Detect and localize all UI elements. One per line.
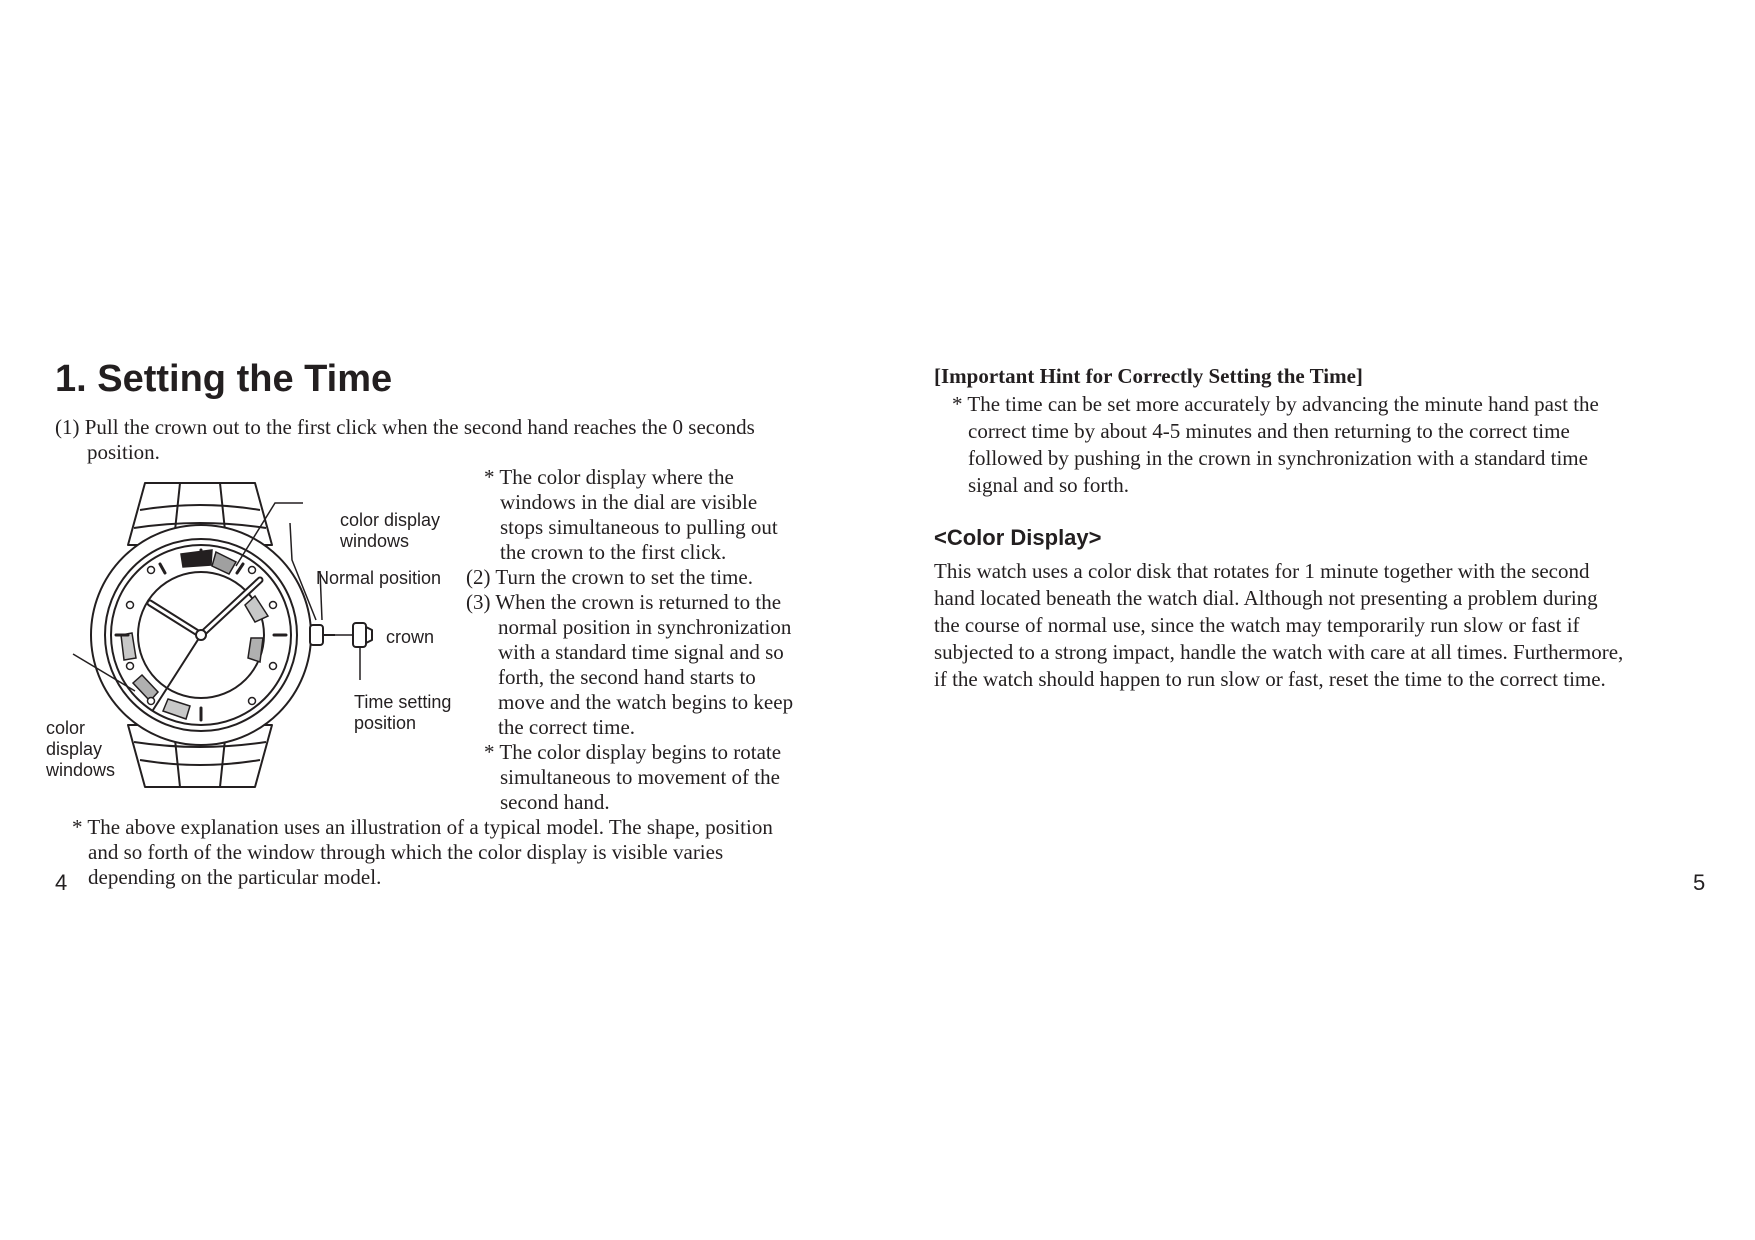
crown-pulled [353,623,366,647]
hint-text [952,391,1599,499]
step-3-line: forth, the second hand starts to [498,665,756,689]
step-1 [55,415,755,465]
step-1-line: (1) Pull the crown out to the first click when the second hand reaches the 0 seconds [55,415,755,439]
step-3 [466,590,793,740]
label-line: windows [46,760,116,780]
footnote-line: * The above explanation uses an illustration of a typical model. The shape, position [72,815,773,839]
page-number-left: 4 [55,870,68,895]
hint-line: * The time can be set more accurately by advancing the minute hand past the [952,392,1599,416]
note-line: the crown to the first click. [500,540,727,564]
note-line: simultaneous to movement of the [500,765,780,789]
footnote-line: and so forth of the window through which the color display is visible varies [88,840,724,864]
step-3-line: (3) When the crown is returned to the [466,590,782,614]
page-number-right: 5 [1693,870,1706,895]
label-line: Time setting [354,692,452,712]
note-line: second hand. [500,790,610,814]
hint-line: followed by pushing in the crown in synchronization with a standard time [968,446,1588,470]
hint-title: [Important Hint for Correctly Setting the Time] [934,364,1363,388]
step-3-line: normal position in synchronization [498,615,792,639]
label-line: position [354,713,417,733]
label-color-display-windows [340,510,440,552]
color-display-line: This watch uses a color disk that rotates for 1 minute together with the second [934,559,1590,583]
hint-line: correct time by about 4-5 minutes and then returning to the correct time [968,419,1570,443]
color-display-line: if the watch should happen to run slow or fast, reset the time to the correct time. [934,667,1606,691]
label-normal-position: Normal position [316,568,442,588]
label-crown: crown [386,627,435,647]
step-3-line: move and the watch begins to keep [498,690,794,714]
color-display-text [934,558,1623,693]
label-line: display [46,739,103,759]
step-2: (2) Turn the crown to set the time. [466,565,753,589]
note-line: windows in the dial are visible [500,490,758,514]
step-1-line: position. [87,440,160,464]
color-display-line: the course of normal use, since the watch may temporarily run slow or fast if [934,613,1580,637]
label-line: windows [340,531,410,551]
color-display-line: hand located beneath the watch dial. Although not presenting a problem during [934,586,1598,610]
hint-line: signal and so forth. [968,473,1129,497]
note-color-display-stop [484,465,778,565]
color-display-line: subjected to a strong impact, handle the watch with care at all times. Furthermore, [934,640,1624,664]
label-color-display-windows-lower [46,718,115,781]
footnote-line: depending on the particular model. [88,865,382,889]
note-color-display-rotate [484,740,781,815]
color-display-heading: <Color Display> [934,525,1102,550]
crown-normal [310,625,323,645]
label-line: color display [340,510,441,530]
footnote [72,815,773,890]
step-3-line: with a standard time signal and so [498,640,784,664]
page-title: 1. Setting the Time [55,358,393,400]
note-line: * The color display where the [484,465,734,489]
label-time-setting-position [354,692,451,734]
note-line: * The color display begins to rotate [484,740,782,764]
step-3-line: the correct time. [498,715,636,739]
label-line: color [46,718,86,738]
note-line: stops simultaneous to pulling out [500,515,778,539]
